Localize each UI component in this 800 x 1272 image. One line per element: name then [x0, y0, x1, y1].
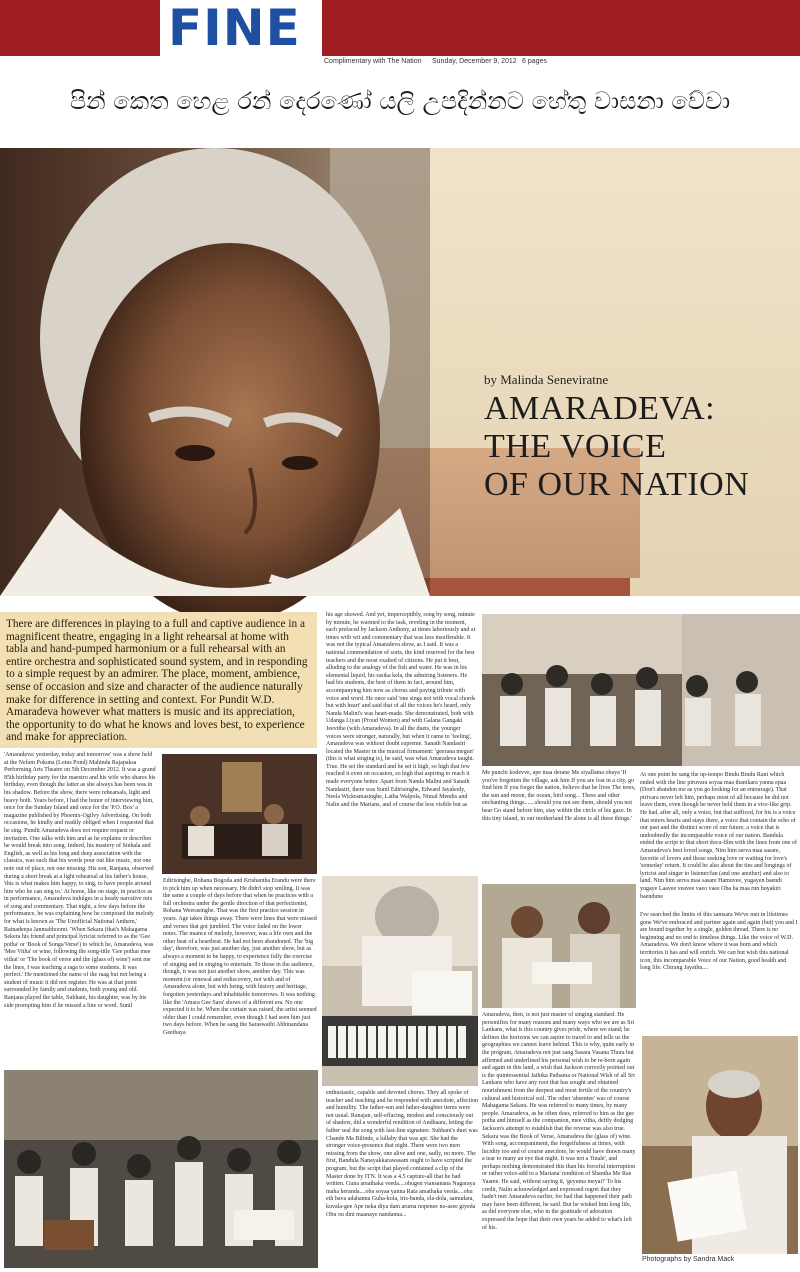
masthead-band [0, 0, 800, 56]
title-line-1: AMARADEVA: [484, 390, 716, 427]
photo-rehearsal-home [162, 754, 317, 874]
article-title [484, 390, 784, 504]
publication-logo: FINE [168, 0, 301, 57]
photo-singers [482, 884, 636, 1008]
article-column-1: 'Amaradeva: yesterday, today and tomorrow' was a show held at the Nelum Pokuna (Lotus Pond) Mahinda Rajapaksa Performing Arts Theatre on 5th December 2012. It was a grand 85th birthday party for the maestro and his wife who shares his birthday, even though the latter as she always has been was in his shadow. Before the show, there were rehearsals, light and heavy both. Years before, I had the honor of interviewing him, once for the Sunday Island and once for the 'P.O. Box' a magazine published by Phoenix-Ogilvy Advertising. On both occasions, he kindly and readily obliged when I requested that he sing. Pundit Amaradeva does not require request or invitation. One talks with him and as he explains or describes he would break into song. Indeed, his mastery of Sinhala and English, as well as his long and deep association with the classics, was such that his words pour out like music, not one note out of place, not one missing. His son, Ranjana, observed during a short break at a light rehearsal at his father's house, 'this is what makes him happy, to sing, to have people around him who he can sing to.' At home, like on stage, in practice as in performance, Amaradeva indulges in a heady narrative mix of song and commentary. That night, a few days before the performance, he was explaining how he composed the melody for what is known as 'The Unofficial National Anthem,' Ratnadeepa Janmabhoomi. 'When Sekara (that's Mahagama Sekera his friend and principal lyricist referred to as the 'Gee potha' or 'Book of Songs/Verse') to which he, Amaradeva, was 'Mee Vitha' or wine, following the song-title 'Gee pothai mee vithai' or 'The book of verse and the (glass of) wine') sent me the lines, I was teaching a raga to some students. It was perfect.' He mentioned the name of the raag but not being a student of music it did not register. He was at that point surrounded by family and students, both young and old. Ranjana played the table, Subhani, his daughter, was by his side prompting him if he missed a line or word. Sunil [4, 752, 156, 1009]
photo-reading-lyrics-art [642, 1036, 798, 1254]
intro-box: There are differences in playing to a full and captive audience in a magnificent theatre, engaging in a light rehearsal at home with tabla and hand-pumped harmonium or a full rehearsal with an entire orchestra and sophisticated sound system, and in responding to a simple request by an admirer. The place, moment, ambience, sense of occasion and size and character of the audience naturally make for difference in setting and context. For Pundit W.D. Amaradeva however what matters is music and its appreciation, the opportunity to do what he knows and loves best, to experience and make for appreciation. [0, 612, 317, 748]
sinhala-headline: පින් කෙත හෙළ රන් දෙරණෝ යලි උපදින්නට හේතු වාසනා වේවා [69, 87, 731, 115]
complimentary-text: Complimentary with The Nation [324, 58, 422, 65]
issue-date: Sunday, December 9, 2012 [432, 58, 517, 65]
title-line-2: THE VOICE [484, 428, 667, 465]
photo-credit: Photographs by Sandra Mack [642, 1256, 735, 1263]
byline: by Malinda Seneviratne [484, 372, 609, 387]
photo-reading-lyrics [642, 1036, 798, 1254]
portrait-image [0, 148, 430, 596]
photo-orchestra-strings-art [4, 1070, 318, 1268]
title-line-3: OF OUR NATION [484, 466, 750, 503]
article-column-5b: I've searched the limits of this samsara We've met in lifetimes gone We've embraced and partner again and again (but) you and I are bound together by a single, golden thread. There is no beginning and no end to timeless things. Like the voice of W.D. Amaradeva. We don't know where it was born and which territories it has and will enrich. We can but wish this national icon, this incomparable Voice of our Nation, good health and long life. Chirang Jayathu.... [640, 912, 798, 972]
photo-orchestra-strings [4, 1070, 318, 1268]
article-column-5a: At one point he sang the up-tempo Bindu Bindu Rani which ended with the line piruvara soyaa maa thanikara yanna epaa (Don't abandon me as you go looking for an entourage). That pirivara never left him, perhaps most of all because he did not leave them, even though he never held them in a vice-like grip. He had, after all, only a voice, but that sufficed, for his is a voice that enters hearts and stays there, a voice that contain the echo of our past and the distinct score of our future, a voice that is undoubtedly the incomparable voice of our nation. Bandula ended the script to that short docu-film with the lines from one of Amaradeva's best loved songs, Nim him serva maa sasare, favorite of lovers and those seeking love or waiting for love's 'someday' return. It could be also about the ties and longings of lyricist and singer to listener/fan (and one another) and also to land. Nim him serva maa sasare Hamuvee, yugayen baendi yugaye Laavee veavee vaeo vaee Oba ha maa run huyakiri baendune [640, 772, 797, 900]
photo-orchestra-art [482, 614, 800, 766]
photo-keyboard-art [322, 876, 478, 1086]
hero-photo [0, 148, 800, 596]
photo-rehearsal-home-art [162, 754, 317, 874]
article-column-4b: Amaradeva, then, is not just master of singing standard. He personifies for many reasons and many ways who we are as Sri Lankans, what is this country gives pride, where we stand; he defines the horizons we can aspire to travel to and tells us the geographies we cannot leave behind. This is why, quite early in the program, Amaradeva not just sang Sasara Vasana Thura but affirmed and underlined his personal wish to be re-born again and again in this land, a wish that Jackson correctly pointed out is the quintessential Jathika Pathama or National Wish of all Sri Lankans who have any root that has sought and obtained nourishment from the deepest and most fertile of the country's cultural and historical soil. The other 'absentee' was of course Mahagama Sekara. He was referred to many times, by many people. Amaradeva, as he often does, referred to him as the gee potha and himself as the companion, mee vitha, deftly dodging Jackson's attempt to establish that the reverse was also true. Sekara was the Book of Verse, Amaradeva the (glass of) wine. With song, accompaniment, the forgetfulness at times, with lucidity too and of course anecdote, he would have drawn many a tear to many an eye that night. It was not a 'finale', and perhaps nothing demonstrated this than his forceful interruption or rather voice-add to a Mariana' rendition of Shantha Me Rae Yaame. He said, without saying it, 'geyuma meyai!' To his credit, Nalin acknowledged and expressed regret that they hadn't met Amaradeva earlier, for had that happened their path may have been different, he said. But he wished him long life, as did everyone else, who in the gratitude of adoration expressed the hope that their own years be added to what's left of his. [482, 1012, 636, 1231]
article-column-3: enthusiastic, capable and devoted chorus. They all spoke of teacher and teaching and he responded with anecdote, affection and humility. The father-son and father-daughter items were not usual. Ranajan, self-effacing, modest and consciously out of shadow, did a wonderful rendition of Andhaara, letting the father seal the song with last-line signature. Subhani's duet was Chande Ma Bilinde, a lullaby that was apt. She had the stronger voice-presence that night. There were two men missing from the show, one alive and one, sadly, no more. The first, Bandula Nanayakkarawasam ought to have scripted the program, but the script that played contained a clip of the Master done by ITN. It was a 4.5 capture-all that he had written. Guna amathaka veeda....ohugen viansanana Nagaraya maha heranda....oba soyaa yanna Rata amathaka veeda....ohu eth bava adahanna Guha-kola, iris-banda, ela-dola, samudara, kuvala-gee Ape neka diya dam aruma nopenee no-asee giyeda Obu ou dini maanaye nandanna... [326, 1090, 478, 1218]
photo-keyboard [322, 876, 478, 1086]
photo-orchestra [482, 614, 800, 766]
page-count: 6 pages [522, 58, 547, 65]
article-column-4a: Me punchi kodevve, ape maa derane Me siyallama obaya 'If you've forgotten the village, ask him If you are lost in a city, go find him If you forget the nation, believe that he lives The trees, the sun and moon, the ocean, bird song... These and other enchanting things.......should you not see them, should you not hear Go stand before him, stay within the circle of his gaze. In this tiny island, in our motherland He alone is all these things.' [482, 770, 636, 822]
article-column-2a: Edirisinghe, Rohana Bogoda and Krishantha Erandu were there to pick him up when necessary. He didn't stop smiling. It was the same a couple of days before that when he practices with a full orchestra under the gentle direction of that perfectionist, Rohana Weerasinghe. That was the first practice session in years. Age takes things away. There were lines that were missed and verses that got jumbled. The voice faded on the lower notes. The nuance of melody, however, was a life own and the other beat of a heartbeat. He had not been abandoned. The 'big day', therefore, was just another day, just another show, but as always a moment to be happy, to experience fully the exercise of singing and in singing to entertain. To those in the audience, though, it was not just another show, another day. This was moment (or renewal and rediscovery, not with and of Amaradeva alone, but with being, with history and heritage, forgotten yesterdays and inhabitable tomorrows. It was nothing like the 'Amara Gee Sara' shows of a different era. No one expected it to be. When the curtain was raised, the artist seemed older than I could remember, even though I had seen him just two days before. When he sang the Saraswathi Abhinandana Geethaya [163, 878, 317, 1036]
photo-singers-art [482, 884, 636, 1008]
article-column-2b: his age showed. And yet, imperceptibly, song by song, minute by minute, he warmed to the task, reveling in the moment, each prefaced by Jackson Anthony, at times laboriously and at times with wit and commentary that was less insufferable. It was not the typical Amaradeva show, as I said. It was a national commendation of sorts, the kind reserved for the best teachers and the most exalted of citizens. He put it best, alluding to the analogy of the fish and water. He was in his elemental liquid, his rasika kela, the admiring listeners. He had his students, the best of them in fact, around him, accompanying him now as chorus and paying tribute with voice and word. He once said 'one sings not with vocal chords but with heart' and said that of all the voices he's heard, only Nanda Malini's was heart-made. She demonstrated, both with Udanga Liyan (Proud Women) and with Galana Gangaki Jeevithe (with Amaradeva). In all the duets, the younger voices were stronger, naturally, but when it came to 'feeling', Amaradeva was without doubt supreme. Sanath Nandasiri located the Master in the musical firmament: 'geerana megun' (this is what singing is), he said, was what Amaradeva taught. True. He set the standard and he set it high, so high that few reached it even on occasion, so high that aspiring to reach it made everyone better. Apart from Nanda Malini and Sanath Nandasiri, there was Sunil Edirisinghe, Edward Jayakody, Neela Wickramasinghe, Latha Walpola, Nimal Mendis and Nalin and the Marians, and of course the less visible but as [326, 612, 476, 808]
